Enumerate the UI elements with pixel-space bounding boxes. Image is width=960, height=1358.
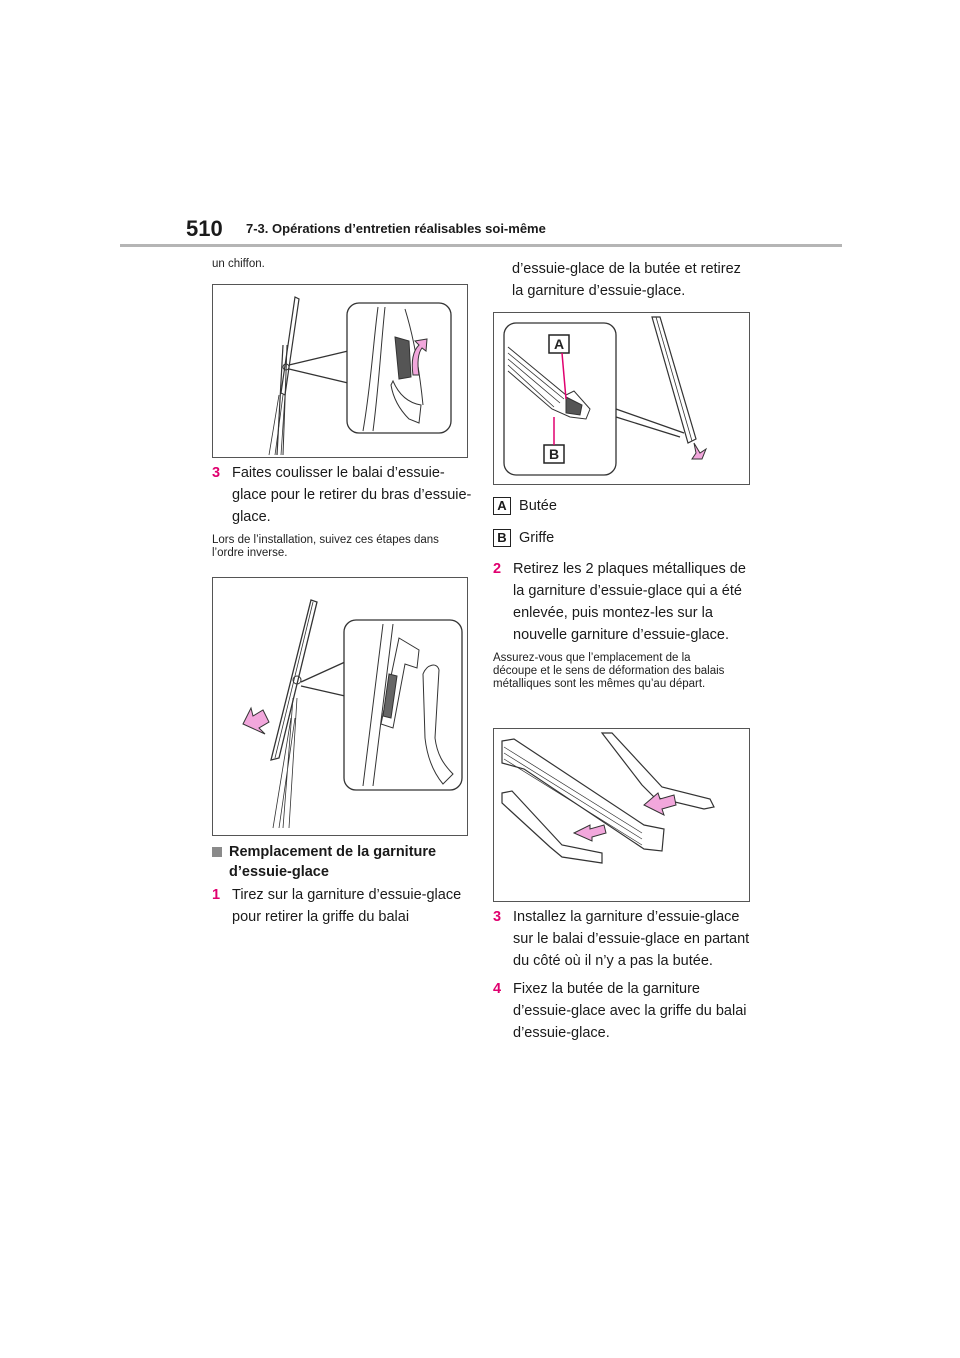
step-2-metal-plates <box>493 558 755 646</box>
section-title: 7-3. Opérations d’entretien réalisables soi-même <box>246 221 546 236</box>
legend-item-a <box>493 496 557 516</box>
figure-stopper-claw <box>493 312 750 485</box>
legend-label: Griffe <box>519 530 555 546</box>
figure-label-a: A <box>553 336 565 352</box>
figure-metal-plates <box>493 728 750 902</box>
step-text: Installez la garniture d’essuie-glace sur le balai d’essuie-glace en partant du côté où il n’y a pas la butée. <box>513 909 750 969</box>
step-continuation: d’essuie-glace de la butée et retirez la garniture d’essuie-glace. <box>512 261 741 299</box>
step-4-fix <box>493 978 755 1044</box>
orientation-note: Assurez-vous que l’emplacement de la découpe et le sens de déformation des balais métalliques sont les mêmes qu’au départ. <box>493 652 725 690</box>
heading-square-icon <box>212 847 222 857</box>
figure-wiper-slide <box>212 284 468 458</box>
legend-item-b <box>493 528 554 548</box>
step-3-slide <box>212 462 472 528</box>
step-text: Retirez les 2 plaques métalliques de la garniture d’essuie-glace qui a été enlevée, puis montez-les sur la nouvelle garniture d’essuie-glace. <box>513 561 746 643</box>
page-number: 510 <box>186 216 223 241</box>
legend-key: A <box>493 497 511 515</box>
step-number: 4 <box>493 981 502 997</box>
legend-label: Butée <box>519 498 557 514</box>
step-3-install <box>493 906 755 972</box>
step-number: 3 <box>493 909 502 925</box>
step-number: 3 <box>212 465 221 481</box>
step-number: 2 <box>493 561 502 577</box>
step-text: Fixez la butée de la garniture d’essuie-glace avec la griffe du balai d’essuie-glace. <box>513 981 747 1041</box>
section-heading-replacement <box>212 842 472 882</box>
installation-note: Lors de l’installation, suivez ces étapes dans l’ordre inverse. <box>212 534 439 559</box>
step-number: 1 <box>212 887 221 903</box>
header-divider <box>120 244 842 247</box>
figure-blade-removal <box>212 577 468 836</box>
legend-key: B <box>493 529 511 547</box>
step-text: Tirez sur la garniture d’essuie-glace pour retirer la griffe du balai <box>232 887 462 925</box>
figure-label-b: B <box>548 446 560 462</box>
intro-fragment: un chiffon. <box>212 258 265 270</box>
heading-text: Remplacement de la garniture d’essuie-glace <box>229 844 437 880</box>
step-text: Faites coulisser le balai d’essuie-glace pour le retirer du bras d’essuie-glace. <box>232 465 472 525</box>
step-1-pull <box>212 884 472 928</box>
